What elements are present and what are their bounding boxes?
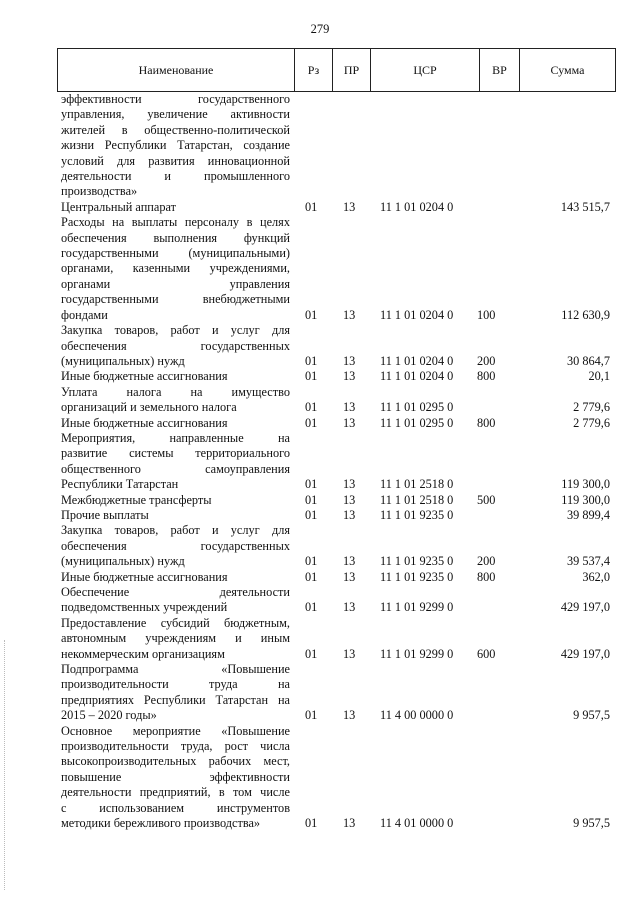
row-sum: 112 630,9: [561, 307, 610, 322]
row-sum: 429 197,0: [560, 646, 610, 661]
header-vr: ВР: [480, 49, 520, 91]
table-row: [0, 724, 640, 832]
row-name-line: (муниципальных) нужд: [61, 554, 185, 569]
row-name: [61, 523, 290, 569]
row-name-line: жителей в общественно-политической: [61, 122, 290, 137]
row-vr: 500: [477, 492, 496, 507]
table-row: [0, 385, 640, 416]
header-rz: Рз: [295, 49, 333, 91]
row-csr: 11 1 01 0295 0: [380, 400, 454, 415]
row-rz: 01: [305, 816, 318, 831]
row-vr: 800: [477, 415, 496, 430]
row-rz: 01: [305, 199, 318, 214]
row-sum: 2 779,6: [573, 415, 610, 430]
row-name-line: Республики Татарстан: [61, 477, 179, 492]
row-name-line: производства»: [61, 184, 138, 199]
row-name-line: эффективности государственного: [61, 92, 290, 106]
row-name-line: Иные бюджетные ассигнования: [61, 415, 228, 430]
row-name-line: государственными внебюджетными: [61, 292, 290, 307]
row-rz: 01: [305, 353, 318, 368]
row-name: [61, 323, 290, 369]
row-pr: 13: [343, 554, 356, 569]
row-name-line: условий для развития инновационной: [61, 153, 290, 168]
row-name: [61, 662, 290, 724]
row-rz: 01: [305, 400, 318, 415]
row-sum: 9 957,5: [573, 708, 610, 723]
row-pr: 13: [343, 507, 356, 522]
row-name-line: методики бережливого производства»: [61, 816, 261, 831]
row-vr: 200: [477, 353, 496, 368]
row-name: [61, 493, 290, 508]
row-name-line: организаций и земельного налога: [61, 400, 237, 415]
row-pr: 13: [343, 600, 356, 615]
row-name: [61, 585, 290, 616]
row-name: [61, 724, 290, 832]
row-pr: 13: [343, 353, 356, 368]
row-csr: 11 1 01 0204 0: [380, 307, 454, 322]
row-name-line: производительности труда на: [61, 677, 290, 692]
row-sum: 143 515,7: [560, 199, 610, 214]
table-row: [0, 523, 640, 569]
row-name-line: подведомственных учреждений: [61, 600, 228, 615]
row-name-line: жизни Республики Татарстан, создание: [61, 138, 290, 153]
table-row: [0, 200, 640, 215]
table-row: [0, 215, 640, 323]
row-rz: 01: [305, 492, 318, 507]
row-rz: 01: [305, 477, 318, 492]
row-sum: 362,0: [582, 569, 610, 584]
row-csr: 11 1 01 0204 0: [380, 199, 454, 214]
row-csr: 11 1 01 9299 0: [380, 600, 454, 615]
row-name: [61, 215, 290, 323]
header-pr: ПР: [333, 49, 371, 91]
row-name-line: органами управления: [61, 276, 290, 291]
row-name-line: Обеспечение деятельности: [61, 585, 290, 599]
row-pr: 13: [343, 492, 356, 507]
table-row: [0, 369, 640, 384]
row-name-line: Межбюджетные трансферты: [61, 492, 212, 507]
row-csr: 11 1 01 0204 0: [380, 353, 454, 368]
row-name-line: деятельности и промышленного: [61, 169, 290, 184]
row-rz: 01: [305, 307, 318, 322]
row-name-line: некоммерческим организациям: [61, 646, 225, 661]
row-rz: 01: [305, 646, 318, 661]
row-name: [61, 369, 290, 384]
table-row: [0, 416, 640, 431]
row-name-line: органами, казенными учреждениями,: [61, 261, 290, 276]
row-csr: 11 1 01 9235 0: [380, 507, 454, 522]
row-csr: 11 1 01 0204 0: [380, 369, 454, 384]
row-pr: 13: [343, 708, 356, 723]
row-name-line: высокопроизводительных рабочих мест,: [61, 754, 290, 769]
row-name-line: деятельности предприятий, в том числе: [61, 785, 290, 800]
row-sum: 30 864,7: [566, 353, 610, 368]
row-vr: 800: [477, 369, 496, 384]
row-name: [61, 385, 290, 416]
row-sum: 9 957,5: [573, 816, 610, 831]
row-name: [61, 416, 290, 431]
row-name-line: Закупка товаров, работ и услуг для: [61, 523, 290, 538]
row-csr: 11 1 01 2518 0: [380, 492, 454, 507]
row-name: [61, 200, 290, 215]
row-name-line: фондами: [61, 307, 108, 322]
row-name-line: Мероприятия, направленные на: [61, 430, 290, 445]
row-sum: 39 537,4: [566, 554, 610, 569]
row-name: [61, 570, 290, 585]
row-rz: 01: [305, 554, 318, 569]
row-pr: 13: [343, 569, 356, 584]
row-vr: 200: [477, 554, 496, 569]
row-name-line: Прочие выплаты: [61, 507, 149, 522]
row-csr: 11 4 00 0000 0: [380, 708, 454, 723]
row-pr: 13: [343, 477, 356, 492]
row-csr: 11 1 01 2518 0: [380, 477, 454, 492]
row-rz: 01: [305, 369, 318, 384]
row-name-line: Центральный аппарат: [61, 199, 176, 214]
table-row: [0, 493, 640, 508]
table-row: [0, 508, 640, 523]
row-name-line: Подпрограмма «Повышение: [61, 662, 290, 677]
row-csr: 11 1 01 9235 0: [380, 554, 454, 569]
header-name: Наименование: [58, 49, 295, 91]
row-name-line: с использованием инструментов: [61, 800, 290, 815]
row-pr: 13: [343, 199, 356, 214]
table-row: [0, 585, 640, 616]
row-name-line: Закупка товаров, работ и услуг для: [61, 323, 290, 338]
row-name-line: Иные бюджетные ассигнования: [61, 569, 228, 584]
row-name-line: Расходы на выплаты персоналу в целях: [61, 215, 290, 230]
row-rz: 01: [305, 507, 318, 522]
row-name: [61, 508, 290, 523]
table-row: [0, 662, 640, 724]
row-name-line: управления, увеличение активности: [61, 107, 290, 122]
row-pr: 13: [343, 415, 356, 430]
row-csr: 11 4 01 0000 0: [380, 816, 454, 831]
row-name-line: общественного самоуправления: [61, 461, 290, 476]
row-name-line: обеспечения государственных: [61, 338, 290, 353]
table-row: [0, 92, 640, 200]
row-sum: 39 899,4: [566, 507, 610, 522]
row-name-line: Иные бюджетные ассигнования: [61, 369, 228, 384]
row-name: [61, 431, 290, 493]
row-sum: 119 300,0: [561, 477, 610, 492]
header-csr: ЦСР: [371, 49, 480, 91]
row-name-line: 2015 – 2020 годы»: [61, 708, 157, 723]
row-pr: 13: [343, 400, 356, 415]
row-sum: 429 197,0: [560, 600, 610, 615]
row-rz: 01: [305, 600, 318, 615]
row-name-line: обеспечения государственных: [61, 538, 290, 553]
row-sum: 119 300,0: [561, 492, 610, 507]
row-pr: 13: [343, 646, 356, 661]
row-name-line: автономным учреждениям и иным: [61, 631, 290, 646]
table-body: [0, 92, 640, 832]
row-name-line: Основное мероприятие «Повышение: [61, 723, 290, 738]
row-name-line: обеспечения выполнения функций: [61, 230, 290, 245]
row-vr: 800: [477, 569, 496, 584]
table-row: [0, 570, 640, 585]
row-name-line: повышение эффективности: [61, 769, 290, 784]
row-name: [61, 92, 290, 200]
row-name-line: (муниципальных) нужд: [61, 353, 185, 368]
row-rz: 01: [305, 569, 318, 584]
row-pr: 13: [343, 307, 356, 322]
header-sum: Сумма: [550, 62, 585, 77]
row-csr: 11 1 01 0295 0: [380, 415, 454, 430]
row-name: [61, 616, 290, 662]
row-pr: 13: [343, 369, 356, 384]
row-vr: 100: [477, 307, 496, 322]
row-name-line: Предоставление субсидий бюджетным,: [61, 615, 290, 630]
page-number: 279: [310, 22, 330, 36]
row-name-line: производительности труда, рост числа: [61, 739, 290, 754]
row-name-line: Уплата налога на имущество: [61, 384, 290, 399]
row-sum: 20,1: [588, 369, 610, 384]
row-vr: 600: [477, 646, 496, 661]
row-csr: 11 1 01 9235 0: [380, 569, 454, 584]
row-csr: 11 1 01 9299 0: [380, 646, 454, 661]
table-row: [0, 431, 640, 493]
row-rz: 01: [305, 415, 318, 430]
row-rz: 01: [305, 708, 318, 723]
row-pr: 13: [343, 816, 356, 831]
table-header: [57, 48, 616, 92]
margin-scan-marks: [4, 640, 9, 890]
row-sum: 2 779,6: [573, 400, 610, 415]
row-name-line: развитие системы территориального: [61, 446, 290, 461]
table-row: [0, 323, 640, 369]
row-name-line: предприятиях Республики Татарстан на: [61, 692, 290, 707]
table-row: [0, 616, 640, 662]
row-name-line: государственными (муниципальными): [61, 246, 290, 261]
